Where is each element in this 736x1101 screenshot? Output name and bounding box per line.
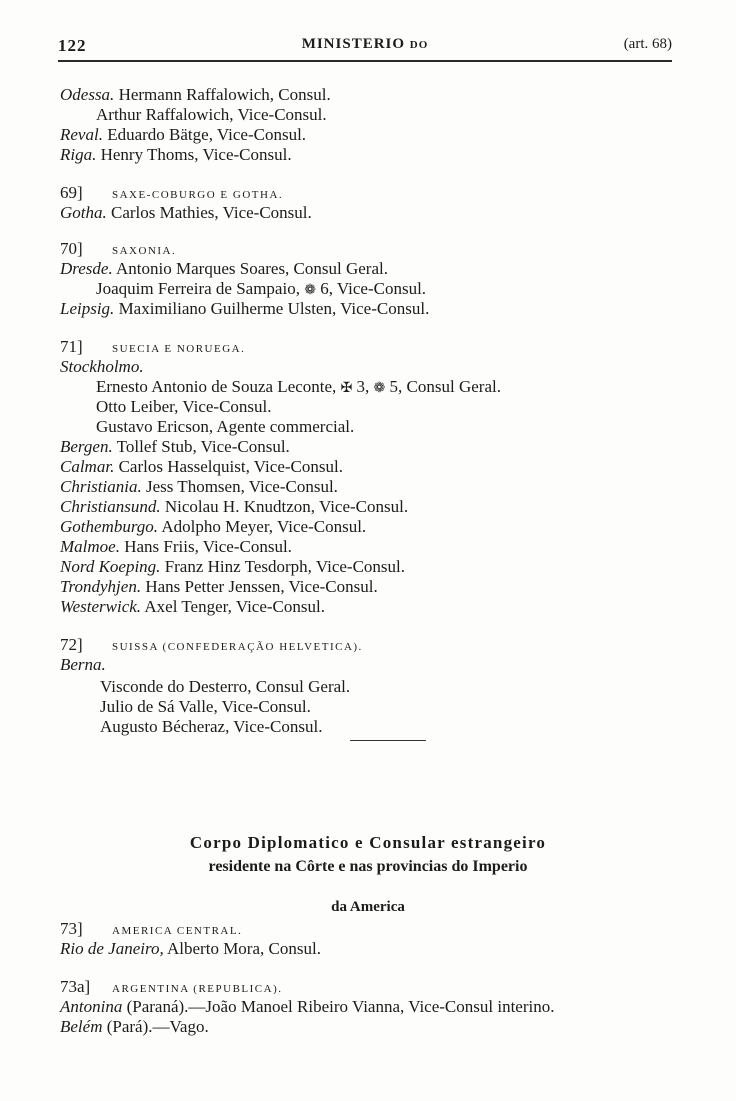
entry-text: Hans Petter Jenssen, Vice-Consul. bbox=[145, 577, 378, 596]
entry-odessa bbox=[60, 84, 331, 106]
section-name: SUISSA (CONFEDERAÇÃO HELVETICA). bbox=[112, 641, 363, 653]
article-ref: (art. 68) bbox=[623, 36, 672, 52]
entry-text: Ernesto Antonio de Souza Leconte, bbox=[96, 377, 337, 396]
place: Reval. bbox=[60, 125, 103, 144]
entry-gotha bbox=[60, 202, 312, 224]
place: Antonina bbox=[60, 997, 123, 1016]
place: Malmoe. bbox=[60, 537, 120, 556]
entry-text: Carlos Mathies, Vice-Consul. bbox=[111, 203, 312, 222]
entry-riga bbox=[60, 144, 292, 166]
entry-belem bbox=[60, 1016, 209, 1038]
place: Westerwick. bbox=[60, 597, 142, 616]
entry-julio: Julio de Sá Valle, Vice-Consul. bbox=[100, 697, 311, 716]
section-name: ARGENTINA (REPUBLICA). bbox=[112, 983, 283, 995]
entry-arthur: Arthur Raffalowich, Vice-Consul. bbox=[96, 105, 327, 124]
entry-berna bbox=[60, 654, 106, 676]
entry-text: Joaquim Ferreira de Sampaio, bbox=[96, 279, 300, 298]
entry-text: Axel Tenger, Vice-Consul. bbox=[144, 597, 325, 616]
entry-text: (Paraná).—João Manoel Ribeiro Vianna, Vice-Consul interino. bbox=[126, 997, 555, 1016]
entry-malmoe bbox=[60, 536, 292, 558]
heading-subtitle: residente na Côrte e nas provincias do Imperio bbox=[208, 858, 528, 875]
place: Dresde. bbox=[60, 259, 113, 278]
section-name: AMERICA CENTRAL. bbox=[112, 925, 243, 937]
place: Trondyhjen. bbox=[60, 577, 142, 596]
section-divider bbox=[350, 740, 426, 741]
entry-text: 3, bbox=[356, 377, 370, 396]
section-name: SUECIA E NORUEGA. bbox=[112, 343, 246, 355]
place: Leipsig. bbox=[60, 299, 115, 318]
entry-text: Nicolau H. Knudtzon, Vice-Consul. bbox=[164, 497, 409, 516]
entry-westerwick bbox=[60, 596, 325, 618]
entry-text: Franz Hinz Tesdorph, Vice-Consul. bbox=[164, 557, 406, 576]
entry-text: Hermann Raffalowich, Consul. bbox=[118, 85, 331, 104]
entry-trondyhjen bbox=[60, 576, 378, 598]
entry-text: Adolpho Meyer, Vice-Consul. bbox=[161, 517, 367, 536]
entry-otto: Otto Leiber, Vice-Consul. bbox=[96, 397, 272, 416]
page-number: 122 bbox=[58, 36, 87, 55]
place: Odessa. bbox=[60, 85, 115, 104]
rose-icon: ❁ bbox=[304, 283, 316, 298]
entry-stockholmo bbox=[60, 356, 144, 378]
entry-calmar bbox=[60, 456, 343, 478]
section-number: 69] bbox=[60, 183, 83, 202]
entry-text: Jess Thomsen, Vice-Consul. bbox=[145, 477, 338, 496]
section-number: 73a] bbox=[60, 977, 91, 996]
entry-text: Hans Friis, Vice-Consul. bbox=[124, 537, 292, 556]
place: Christiansund. bbox=[60, 497, 161, 516]
entry-text: Eduardo Bätge, Vice-Consul. bbox=[107, 125, 307, 144]
section-name: SAXE-COBURGO E GOTHA. bbox=[112, 189, 284, 201]
place: Berna. bbox=[60, 655, 106, 674]
entry-text: (Pará).—Vago. bbox=[106, 1017, 209, 1036]
entry-text: Henry Thoms, Vice-Consul. bbox=[100, 145, 292, 164]
rose-icon: ❁ bbox=[373, 381, 386, 396]
running-title: MINISTERIO do bbox=[301, 36, 429, 52]
entry-reval bbox=[60, 124, 306, 146]
entry-visconde: Visconde do Desterro, Consul Geral. bbox=[100, 677, 351, 696]
page-header bbox=[58, 34, 672, 62]
entry-text: 5, bbox=[389, 377, 403, 396]
place: Gothemburgo. bbox=[60, 517, 159, 536]
place: Gotha. bbox=[60, 203, 107, 222]
entry-text: 6, Vice-Consul. bbox=[320, 279, 427, 298]
entry-christiansund bbox=[60, 496, 408, 518]
heading-da-america: da America bbox=[331, 899, 405, 915]
entry-text: Antonio Marques Soares, Consul Geral. bbox=[116, 259, 388, 278]
section-number: 70] bbox=[60, 239, 83, 258]
entry-text: Carlos Hasselquist, Vice-Consul. bbox=[118, 457, 343, 476]
place: Stockholmo. bbox=[60, 357, 144, 376]
entry-dresde bbox=[60, 258, 388, 280]
section-number: 71] bbox=[60, 337, 83, 356]
section-number: 73] bbox=[60, 919, 83, 938]
place: Belém bbox=[60, 1017, 103, 1036]
entry-antonina bbox=[60, 996, 555, 1018]
place: Bergen. bbox=[60, 437, 113, 456]
cross-icon: ✠ bbox=[340, 381, 353, 396]
entry-christiania bbox=[60, 476, 338, 498]
entry-text: Alberto Mora, Consul. bbox=[167, 939, 321, 958]
entry-leipsig bbox=[60, 298, 429, 320]
entry-rio bbox=[60, 938, 321, 960]
place: Christiania. bbox=[60, 477, 142, 496]
entry-nord-koeping bbox=[60, 556, 405, 578]
entry-text: Maximiliano Guilherme Ulsten, Vice-Consul. bbox=[118, 299, 430, 318]
entry-text: Tollef Stub, Vice-Consul. bbox=[116, 437, 290, 456]
section-name: SAXONIA. bbox=[112, 245, 177, 257]
entry-text: Consul Geral. bbox=[406, 377, 501, 396]
entry-gothemburgo bbox=[60, 516, 366, 538]
place: Rio de Janeiro, bbox=[60, 939, 164, 958]
place: Calmar. bbox=[60, 457, 115, 476]
section-number: 72] bbox=[60, 635, 83, 654]
entry-gustavo: Gustavo Ericson, Agente commercial. bbox=[96, 417, 355, 436]
place: Riga. bbox=[60, 145, 97, 164]
entry-bergen bbox=[60, 436, 290, 458]
place: Nord Koeping. bbox=[60, 557, 161, 576]
entry-augusto: Augusto Bécheraz, Vice-Consul. bbox=[100, 717, 323, 736]
heading-corpo-diplomatico: Corpo Diplomatico e Consular estrangeiro bbox=[189, 833, 547, 852]
